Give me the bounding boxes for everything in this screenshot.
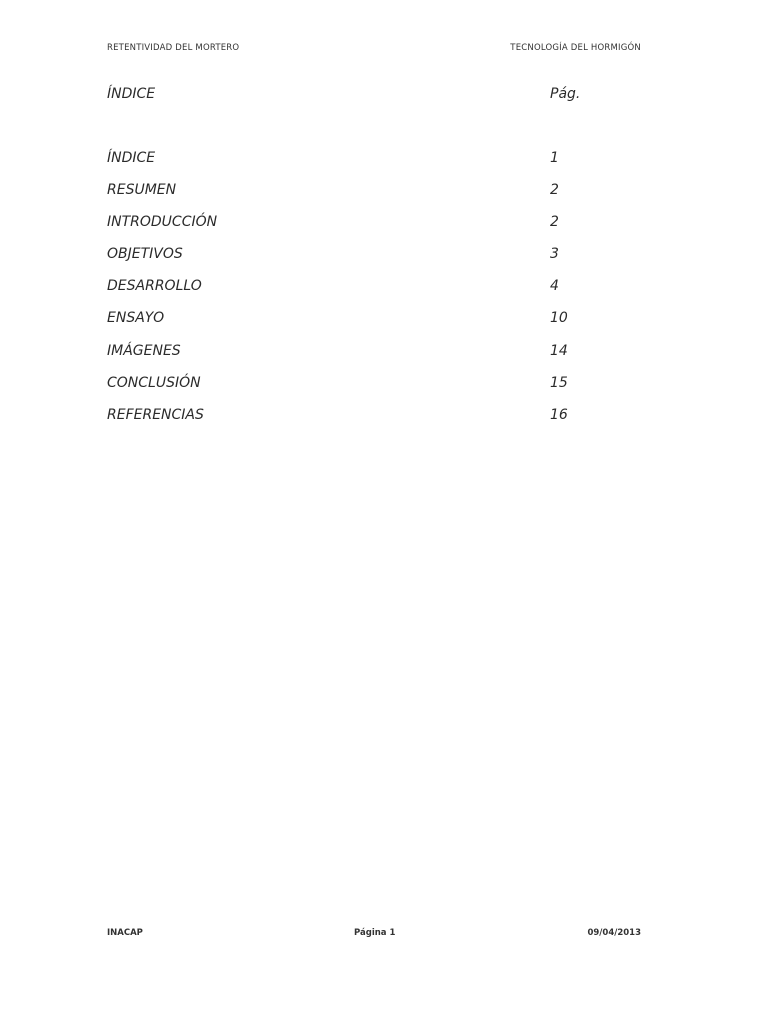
footer-institution: INACAP [107,928,143,938]
toc-entry [107,310,627,342]
toc-entry-label: IMÁGENES [107,342,181,359]
toc-entry-page: 14 [550,342,568,359]
toc-entry-label: REFERENCIAS [107,406,204,423]
toc-entry-label: ENSAYO [107,310,165,327]
header-document-title: RETENTIVIDAD DEL MORTERO [107,43,240,53]
toc-entry-label: CONCLUSIÓN [107,374,201,391]
toc-page-column-header: Pág. [550,86,581,102]
toc-entry-page: 10 [550,310,568,327]
toc-entry-page: 1 [550,150,559,166]
toc-entry [107,343,627,375]
toc-entry [107,150,627,182]
toc-entry-label: DESARROLLO [107,278,202,295]
toc-entry-page: 3 [550,246,559,263]
toc-list [107,150,627,439]
footer-date: 09/04/2013 [587,928,641,938]
toc-heading-row [107,86,627,108]
toc-entry [107,182,627,214]
toc-entry-page: 16 [550,406,568,423]
toc-entry [107,278,627,310]
toc-entry-page: 2 [550,214,559,231]
table-of-contents [107,86,627,423]
toc-entry-page: 2 [550,182,559,199]
header-course-name: TECNOLOGÍA DEL HORMIGÓN [510,43,641,53]
toc-entry [107,407,627,439]
toc-entry-page: 4 [550,278,559,295]
footer-page-number: Página 1 [354,928,396,938]
toc-entry-page: 15 [550,374,568,391]
toc-entry [107,246,627,278]
toc-entry-label: OBJETIVOS [107,246,183,263]
toc-entry-label: INTRODUCCIÓN [107,214,218,231]
toc-title: ÍNDICE [107,86,156,102]
toc-entry-label: RESUMEN [107,182,177,199]
toc-entry [107,375,627,407]
toc-entry-label: ÍNDICE [107,150,156,166]
toc-entry [107,214,627,246]
